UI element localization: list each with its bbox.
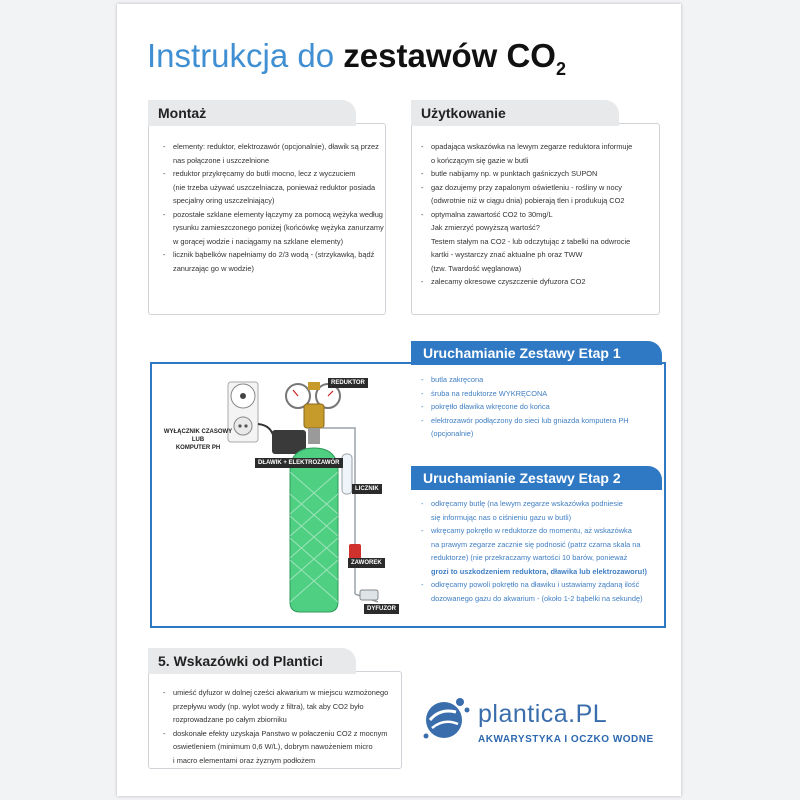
etap2-item-line: dozowanego gazu do akwarium - (około 1-2 bąbelki na sekundę) xyxy=(431,593,643,603)
brand-tagline: AKWARYSTYKA I OCZKO WODNE xyxy=(478,734,654,745)
etap2-item-line: grozi to uszkodzeniem reduktora, dławika lub elektrozaworu!) xyxy=(431,566,648,576)
uzytkowanie-item xyxy=(421,140,661,167)
montaz-item-line: specjalny oring uszczelniający) xyxy=(173,196,275,205)
uzytkowanie-item xyxy=(421,275,661,289)
bubble-counter-icon xyxy=(342,454,352,494)
wskazowki-list xyxy=(163,686,403,767)
brand-name: plantica.PL xyxy=(478,700,608,728)
label-timer xyxy=(160,428,236,452)
montaz-item-line: - licznik bąbelków napełniamy do 2/3 wodą - (strzykawką, bądź xyxy=(173,250,375,259)
uzytkowanie-item-line: - gaz dozujemy przy zapalonym oświetleniu - rośliny w nocy xyxy=(431,182,623,192)
wskazowki-item-line: oswietleniem (minimum 0,6 W/L), dobrym nawożeniem micro xyxy=(173,742,373,751)
label-reduktor: REDUKTOR xyxy=(328,378,368,388)
uzytkowanie-item-line: o kończącym się gazie w butli xyxy=(431,155,529,165)
etap2-item xyxy=(421,578,661,605)
etap1-item xyxy=(421,414,661,441)
label-timer-line1: WYŁĄCZNIK CZASOWY xyxy=(163,429,233,435)
montaz-item xyxy=(163,208,385,249)
wskazowki-item-line: przepływu wody (np. wylot wody z filtra), tak aby CO2 było xyxy=(173,701,364,711)
montaz-item xyxy=(163,167,385,208)
montaz-heading: Montaż xyxy=(148,100,356,126)
label-timer-line3: KOMPUTER PH xyxy=(175,445,221,451)
etap1-item-line: (opcjonalnie) xyxy=(431,429,474,438)
etap1-item xyxy=(421,373,661,387)
montaz-item-line: - reduktor przykręcamy do butli mocno, lecz z wyczuciem xyxy=(173,169,356,178)
montaz-item-line: - pozostałe szklane elementy łączymy za pomocą wężyka według xyxy=(173,209,383,219)
montaz-item-line: rysunku zamieszczonego poniżej (końcówkę wężyka zanurzamy xyxy=(173,223,384,232)
uzytkowanie-item-line: (odwrotnie niż w ciągu dnia) pobierają tlen i produkują CO2 xyxy=(431,196,625,205)
regulator-gauges-icon xyxy=(286,382,340,428)
uzytkowanie-item-line: (tzw. Twardość węglanowa) xyxy=(431,263,522,273)
etap1-heading: Uruchamianie Zestawy Etap 1 xyxy=(411,341,662,365)
diffuser-icon xyxy=(360,590,378,600)
uzytkowanie-item xyxy=(421,181,661,208)
etap2-item-line: - wkręcamy pokrętło w reduktorze do momentu, aż wskazówka xyxy=(431,526,632,535)
etap2-item-line: na prawym zegarze zacznie się podnosić (patrz czarna skala na xyxy=(431,539,641,549)
etap1-item xyxy=(421,387,661,401)
label-timer-line2: LUB xyxy=(191,437,205,443)
uzytkowanie-heading: Użytkowanie xyxy=(411,100,619,126)
label-licznik: LICZNIK xyxy=(352,484,382,494)
wskazowki-item-line: rozprowadzane po całym zbiorniku xyxy=(173,715,287,724)
uzytkowanie-item-line: - optymalna zawartość CO2 to 30mg/L xyxy=(431,209,553,219)
etap2-item-line: reduktorze) (nie przekraczamy wartości 10 barów, ponieważ xyxy=(431,553,628,562)
uzytkowanie-item-line: - butle nabijamy np. w punktach gaśniczych SUPON xyxy=(431,169,598,178)
plantica-logo-icon xyxy=(420,692,472,744)
uzytkowanie-item-line: - zalecamy okresowe czyszczenie dyfuzora CO2 xyxy=(431,277,586,286)
etap1-item xyxy=(421,400,661,414)
etap2-list xyxy=(421,497,661,605)
montaz-item-line: nas połączone i uszczelnione xyxy=(173,155,270,165)
page-title: Instrukcja do zestawów $CO_2$ xyxy=(147,37,566,79)
etap2-heading: Uruchamianie Zestawy Etap 2 xyxy=(411,466,662,490)
montaz-item-line: w gorącej wodzie i naciągamy na szklane elementy) xyxy=(173,236,344,246)
montaz-item-line: - elementy: reduktor, elektrozawór (opcjonalnie), dławik są przez xyxy=(173,142,379,151)
uzytkowanie-item-line: - opadająca wskazówka na lewym zegarze reduktora informuje xyxy=(431,142,633,151)
etap2-item xyxy=(421,524,661,578)
label-zaworek: ZAWOREK xyxy=(348,558,385,568)
etap2-item-line: - odkręcamy butlę (na lewym zegarze wskazówka podniesie xyxy=(431,499,623,508)
montaz-item xyxy=(163,140,385,167)
uzytkowanie-list xyxy=(421,140,661,289)
etap1-item-line: - pokrętło dławika wkręcone do końca xyxy=(431,402,550,411)
etap2-item-line: się informując nas o ciśnieniu gazu w butli) xyxy=(431,512,572,522)
label-dlawik: DŁAWIK + ELEKTROZAWÓR xyxy=(255,458,343,468)
etap1-item-line: - śruba na reduktorze WYKRĘCONA xyxy=(431,388,548,398)
etap2-item xyxy=(421,497,661,524)
montaz-item-line: zanurzając go w wodzie) xyxy=(173,263,254,273)
montaz-item xyxy=(163,248,385,275)
montaz-list xyxy=(163,140,385,275)
uzytkowanie-item-line: Jak zmierzyć powyższą wartość? xyxy=(431,223,540,232)
wskazowki-item xyxy=(163,686,403,727)
co2-cylinder-icon xyxy=(290,428,338,612)
etap1-item-line: - butla zakręcona xyxy=(431,375,484,384)
wskazowki-item-line: - doskonałe efekty uzyskaja Panstwo w połaczeniu CO2 z mocnym xyxy=(173,728,388,738)
wskazowki-item-line: i macro elementami oraz żyznym podłożem xyxy=(173,755,316,765)
uzytkowanie-item-line: kartki - wystarczy znać aktualne ph oraz TWW xyxy=(431,250,583,259)
wskazowki-item-line: - umieść dyfuzor w dolnej cześci akwarium w miejscu wzmożonego xyxy=(173,688,389,697)
etap2-item-line: - odkręcamy powoli pokrętło na dławiku i ustawiamy żądaną ilość xyxy=(431,580,640,589)
wskazowki-heading: 5. Wskazówki od Plantici xyxy=(148,648,356,674)
etap1-item-line: - elektrozawór podłączony do sieci lub gniazda komputera PH xyxy=(431,415,629,425)
wskazowki-item xyxy=(163,727,403,768)
montaz-item-line: (nie trzeba używać uszczelniacza, ponieważ reduktor posiada xyxy=(173,182,376,192)
uzytkowanie-item xyxy=(421,167,661,181)
uzytkowanie-item-line: Testem stałym na CO2 - lub odczytując z tabelki na odwrocie xyxy=(431,236,631,246)
uzytkowanie-item xyxy=(421,208,661,276)
etap1-list xyxy=(421,373,661,441)
label-dyfuzor: DYFUZOR xyxy=(364,604,399,614)
